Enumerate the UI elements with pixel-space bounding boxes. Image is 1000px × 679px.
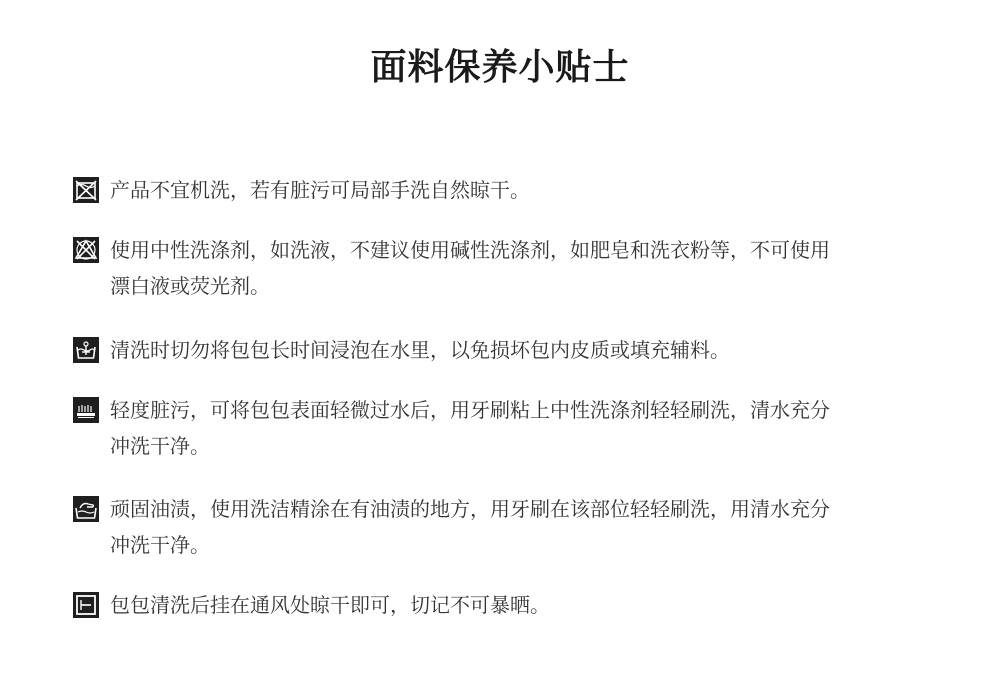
- hang-dry-icon: [73, 592, 99, 618]
- tip-line: 清洗时切勿将包包长时间浸泡在水里，以免损坏包内皮质或填充辅料。: [110, 338, 730, 362]
- tip-text: [110, 172, 950, 208]
- tip-line: 使用中性洗涤剂，如洗液，不建议使用碱性洗涤剂，如肥皂和洗衣粉等，不可使用: [110, 238, 830, 262]
- tip-text: [110, 332, 950, 368]
- no-machine-wash-icon: [73, 177, 99, 203]
- tip-text: [110, 232, 950, 304]
- page-title: 面料保养小贴士: [370, 47, 630, 88]
- tip-text: [110, 392, 950, 464]
- no-bleach-icon: [73, 237, 99, 263]
- tip-line: 冲洗干净。: [110, 434, 210, 458]
- hand-wash-icon: [73, 496, 99, 522]
- tip-line: 产品不宜机洗，若有脏污可局部手洗自然晾干。: [110, 178, 530, 202]
- no-soak-icon: [73, 337, 99, 363]
- tip-line: 漂白液或荧光剂。: [110, 274, 270, 298]
- tip-line: 冲洗干净。: [110, 533, 210, 557]
- tip-line: 包包清洗后挂在通风处晾干即可，切记不可暴晒。: [110, 593, 550, 617]
- tip-line: 顽固油渍，使用洗洁精涂在有油渍的地方，用牙刷在该部位轻轻刷洗，用清水充分: [110, 497, 830, 521]
- tip-line: 轻度脏污，可将包包表面轻微过水后，用牙刷粘上中性洗涤剂轻轻刷洗，清水充分: [110, 398, 830, 422]
- toothbrush-icon: [73, 397, 99, 423]
- tip-text: [110, 587, 950, 623]
- tip-text: [110, 491, 950, 563]
